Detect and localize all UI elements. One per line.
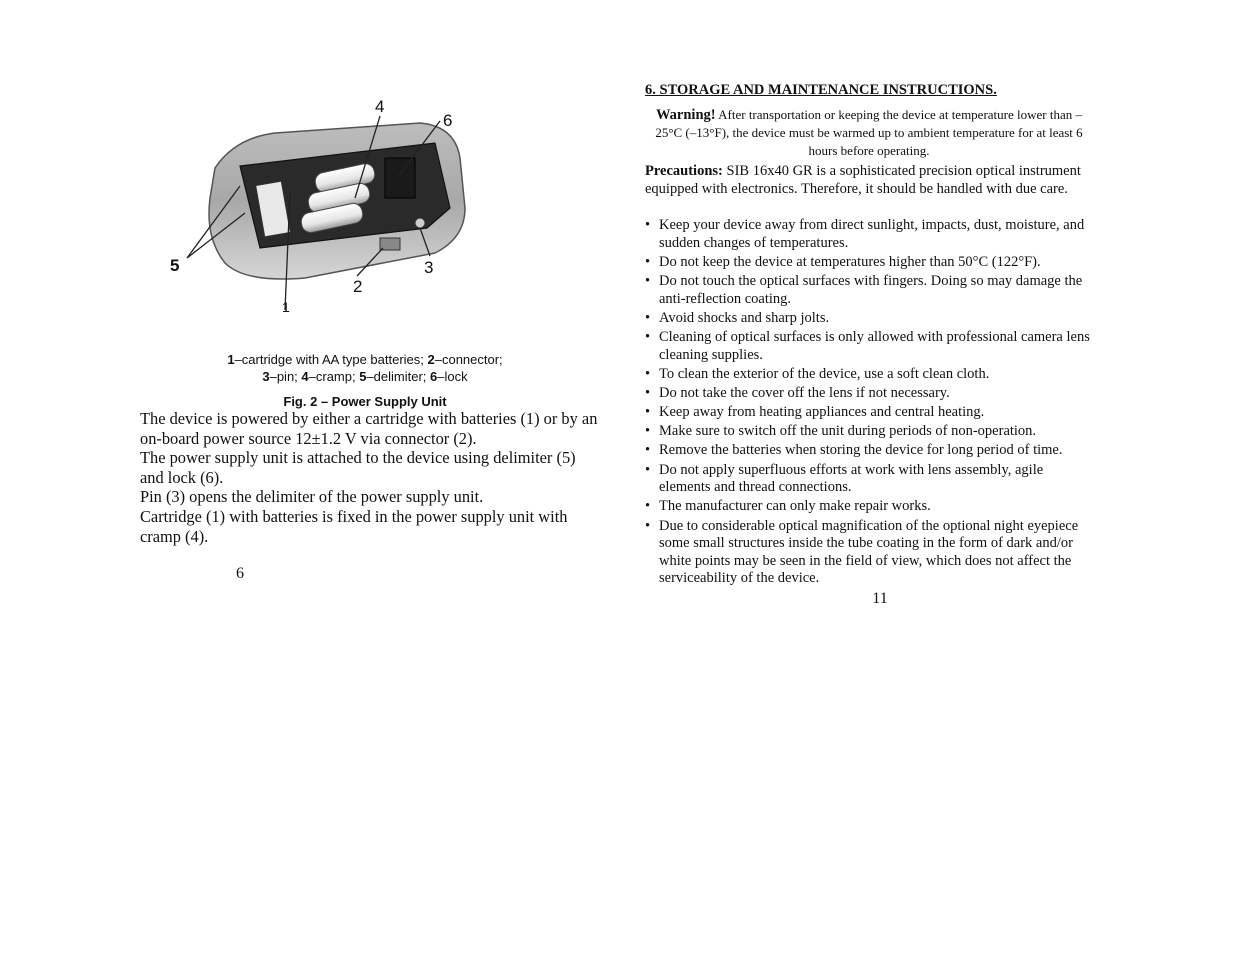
page-number-left: 6 — [236, 565, 244, 582]
callout-3: 3 — [424, 258, 434, 277]
bullet-icon: • — [645, 272, 651, 289]
caption-num-6: 6 — [430, 369, 438, 384]
paragraph: The device is powered by either a cartridge with batteries (1) or by an on-board power source 12±1.2 V via connector (2). — [140, 409, 598, 448]
list-item: • Make sure to switch off the unit during periods of non-operation. — [645, 423, 1037, 440]
bullet-icon: • — [645, 442, 651, 459]
caption-num-1: 1 — [227, 352, 235, 367]
bullet-icon: • — [645, 365, 651, 382]
bullet-icon: • — [645, 217, 651, 233]
bullet-icon: • — [645, 423, 651, 440]
bullet-icon: • — [645, 253, 651, 270]
warning-text: After transportation or keeping the device at temperature lower than –25°C (–13°F), the device must be warmed up to ambient temperature for at least 6 hours before operating. — [655, 107, 1083, 158]
figure-caption-line-2 — [135, 369, 595, 384]
bullet-icon: • — [645, 461, 651, 478]
caption-text-3: –pin; — [269, 369, 302, 384]
warning-label: Warning! — [655, 107, 716, 123]
bullet-icon: • — [645, 309, 651, 326]
callout-4: 4 — [375, 97, 385, 116]
power-supply-unit-figure — [165, 88, 495, 318]
figure-title: Fig. 2 – Power Supply Unit — [283, 394, 447, 409]
list-item: • Due to considerable optical magnification of the optional night eyepiece some small structures inside the tube coating in the form of dark and/or white points may be seen in the field of view, which does not affect the serviceability of the device. — [645, 517, 1079, 587]
list-item: • Do not touch the optical surfaces with fingers. Doing so may damage the anti-reflection coating. — [645, 272, 1083, 307]
list-item: • Keep away from heating appliances and central heating. — [645, 404, 985, 421]
left-body-text — [140, 409, 600, 546]
list-item: • Keep your device away from direct sunlight, impacts, dust, moisture, and sudden changes of temperatures. — [645, 217, 1085, 251]
precautions-label: Precautions: — [645, 163, 723, 179]
callout-1: 1 — [282, 299, 290, 315]
bullet-icon: • — [645, 328, 651, 345]
bullet-icon: • — [645, 517, 651, 534]
figure-caption-line-1 — [135, 352, 595, 367]
callout-2: 2 — [353, 277, 363, 296]
caption-num-5: 5 — [359, 369, 367, 384]
list-item: • Cleaning of optical surfaces is only allowed with professional camera lens cleaning supplies. — [645, 328, 1090, 363]
list-item: • Do not take the cover off the lens if not necessary. — [645, 384, 950, 401]
bullet-icon: • — [645, 384, 651, 401]
pin-shape — [415, 218, 425, 228]
paragraph: Cartridge (1) with batteries is fixed in the power supply unit with cramp (4). — [140, 506, 568, 546]
paragraph: The power supply unit is attached to the device using delimiter (5) and lock (6). — [140, 448, 576, 487]
paragraph: Pin (3) opens the delimiter of the power supply unit. — [140, 487, 484, 507]
precautions-intro — [645, 163, 1093, 199]
caption-text-5: –delimiter; — [366, 369, 431, 384]
caption-text-4: –cramp; — [308, 369, 360, 384]
list-item: • Do not apply superfluous efforts at work with lens assembly, agile elements and thread connections. — [645, 461, 1044, 496]
list-item: • Do not keep the device at temperatures higher than 50°C (122°F). — [645, 253, 1041, 270]
caption-text-1: –cartridge with AA type batteries; — [234, 352, 428, 367]
caption-num-4: 4 — [301, 369, 309, 384]
bullet-icon: • — [645, 498, 651, 515]
warning-note — [643, 106, 1095, 160]
callout-6: 6 — [443, 111, 453, 130]
caption-text-6: –lock — [437, 369, 468, 384]
precautions-text: SIB 16x40 GR is a sophisticated precision optical instrument equipped with electronics. Therefore, it should be handled with due care. — [645, 163, 1081, 197]
page-number-right: 11 — [872, 590, 888, 607]
list-item: • To clean the exterior of the device, use a soft clean cloth. — [645, 365, 990, 382]
callout-5: 5 — [170, 256, 180, 275]
section-title: 6. STORAGE AND MAINTENANCE INSTRUCTIONS. — [645, 82, 997, 98]
caption-num-3: 3 — [262, 369, 270, 384]
precautions-list — [645, 217, 1093, 590]
caption-num-2: 2 — [427, 352, 435, 367]
caption-text-2: –connector; — [434, 352, 503, 367]
list-item: • Remove the batteries when storing the device for long period of time. — [645, 442, 1063, 459]
list-item: • Avoid shocks and sharp jolts. — [645, 309, 830, 326]
bullet-icon: • — [645, 404, 651, 421]
list-item: • The manufacturer can only make repair works. — [645, 498, 931, 515]
